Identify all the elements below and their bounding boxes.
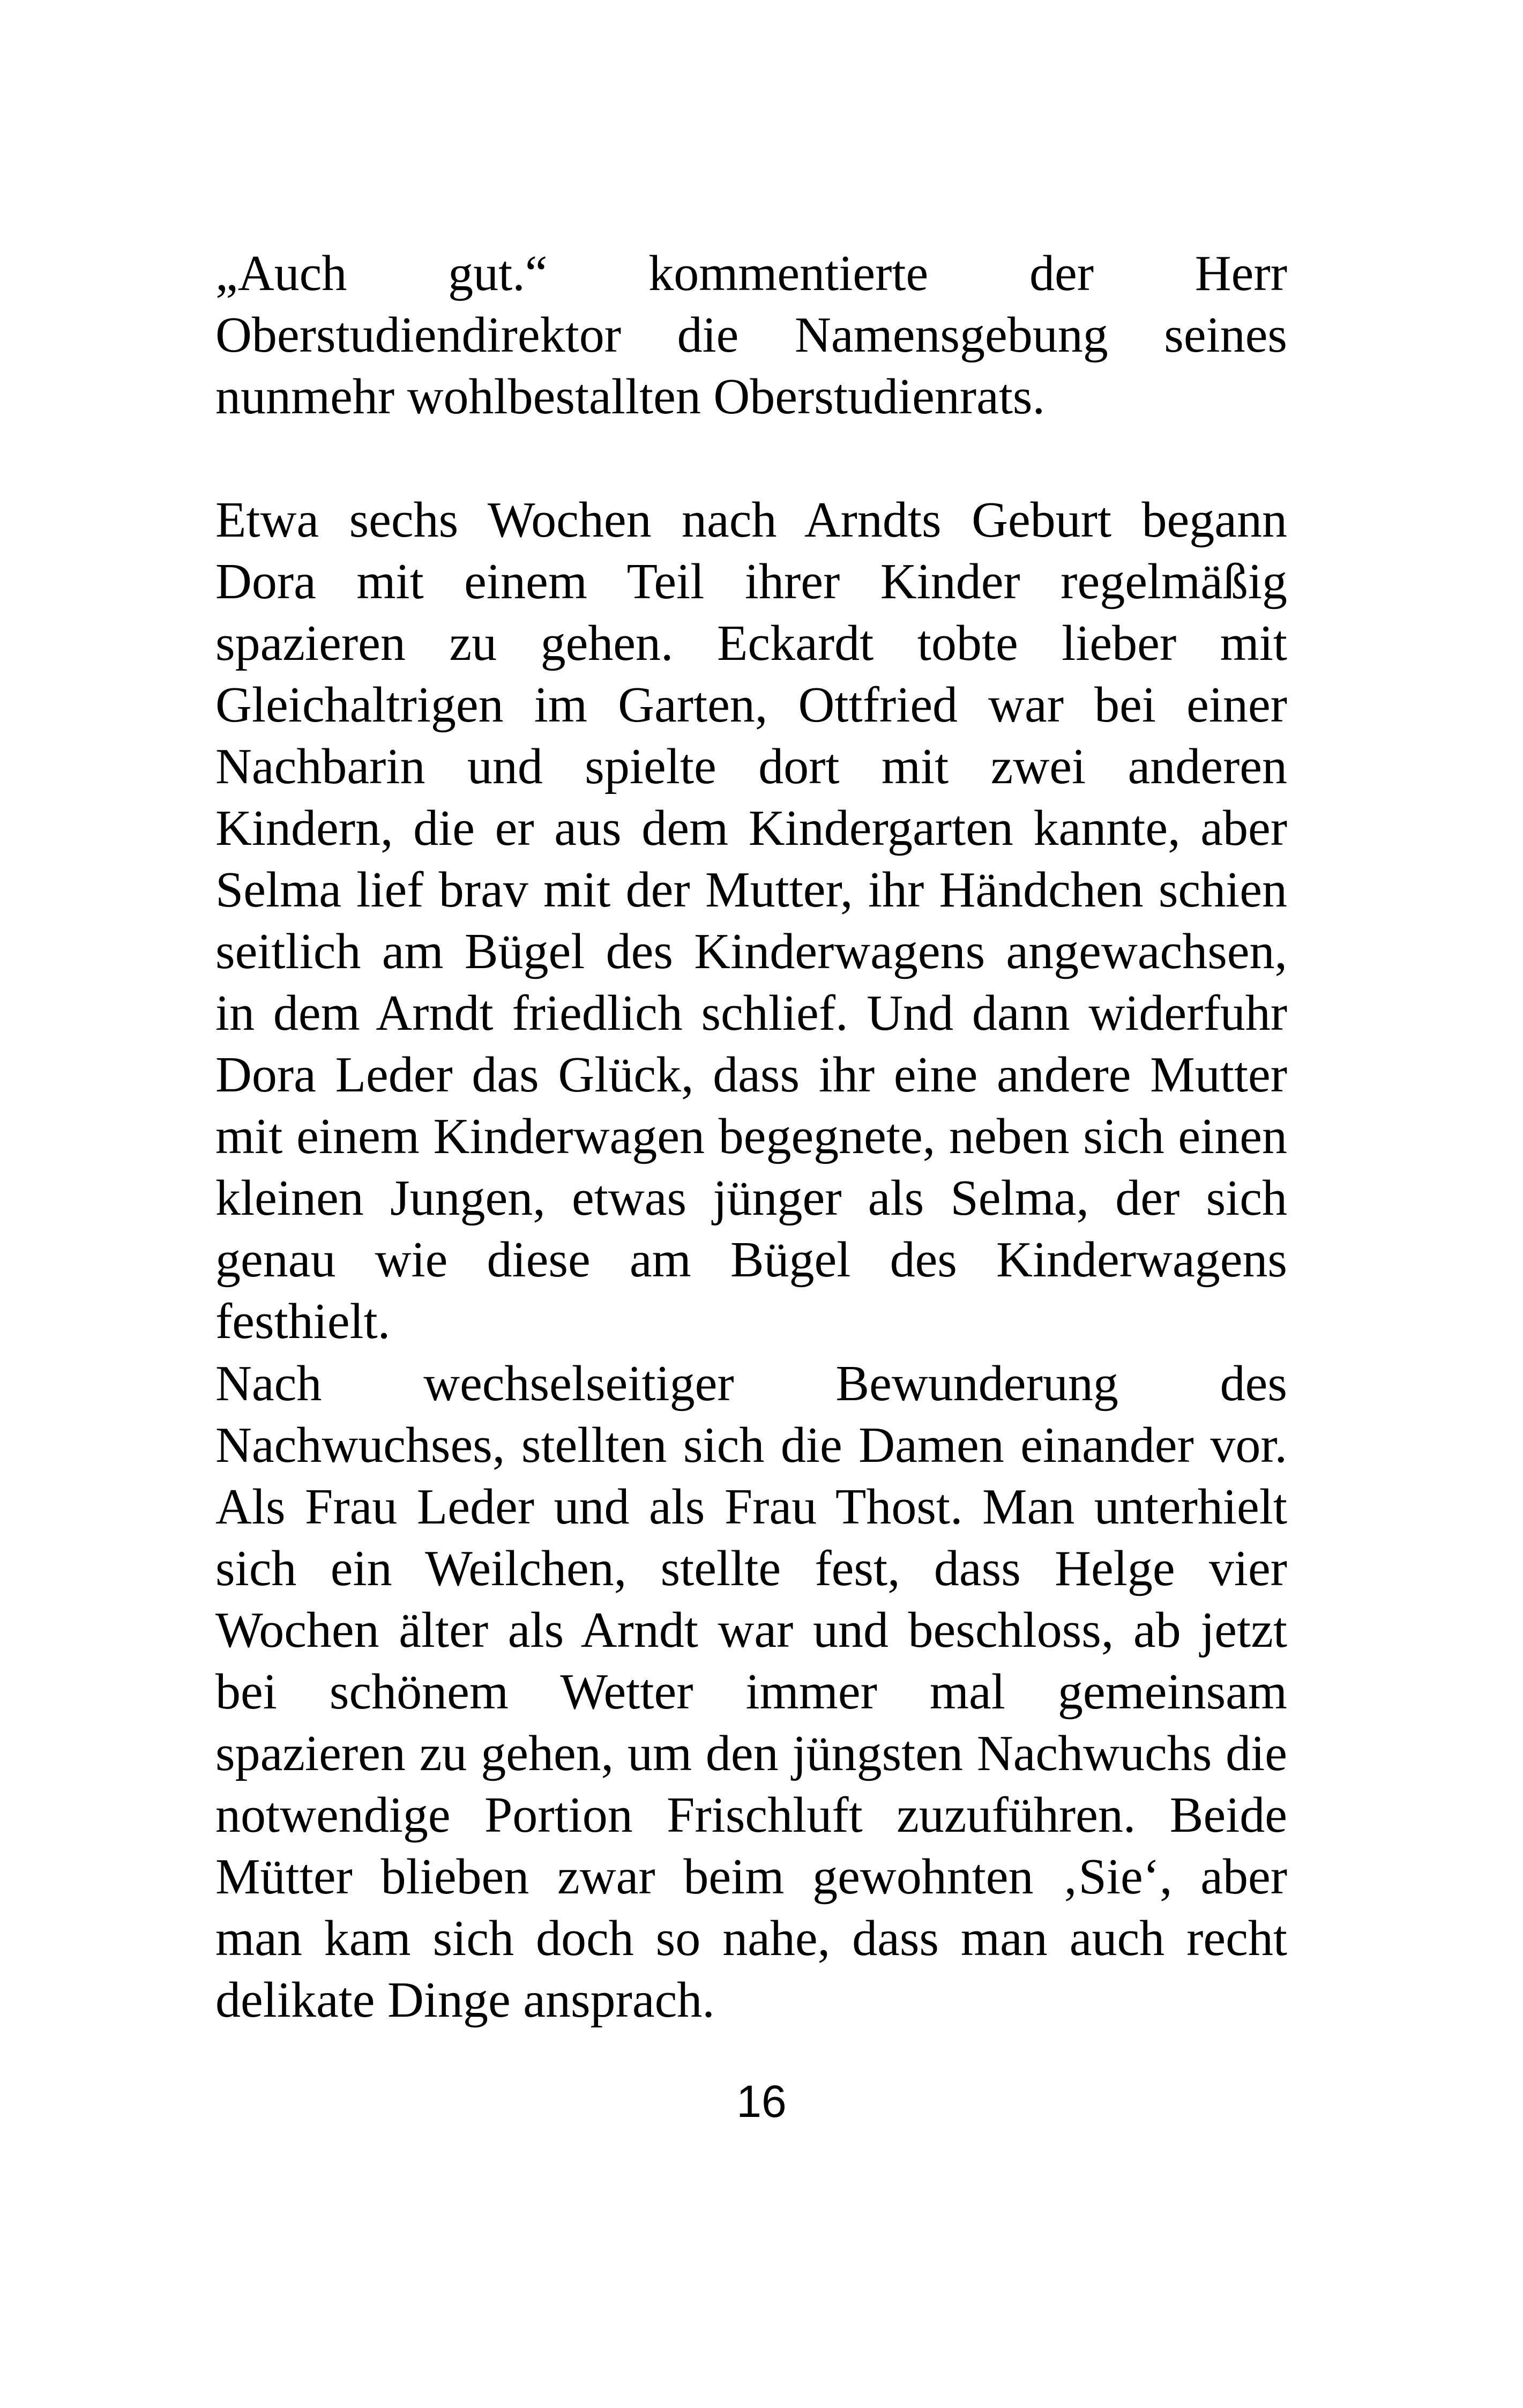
paragraph-3: Nach wechselseitiger Bewunderung des Nachwuchses, stellten sich die Damen einander vor. Als Frau Leder und als Frau Thost. Man unterhielt sich ein Weilchen, stellte fest, dass Helge vier Wochen älter als Arndt war und beschloss, ab jetzt bei schönem Wetter immer mal gemeinsam spazieren zu gehen, um den jüngsten Nachwuchs die notwendige Portion Frischluft zuzuführen. Beide Mütter blieben zwar beim gewohnten ‚Sie‘, aber man kam sich doch so nahe, dass man auch recht delikate Dinge ansprach. bbox=[215, 1356, 1287, 2028]
paragraph-2: Etwa sechs Wochen nach Arndts Geburt begann Dora mit einem Teil ihrer Kinder regelmäßig spazieren zu gehen. Eckardt tobte lieber mit Gleichaltrigen im Garten, Ottfried war bei einer Nachbarin und spielte dort mit zwei anderen Kindern, die er aus dem Kindergarten kannte, aber Selma lief brav mit der Mutter, ihr Händchen schien seitlich am Bügel des Kinderwagens angewachsen, in dem Arndt friedlich schlief. Und dann widerfuhr Dora Leder das Glück, dass ihr eine andere Mutter mit einem Kinderwagen begegnete, neben sich einen kleinen Jungen, etwas jünger als Selma, der sich genau wie diese am Bügel des Kinderwagens festhielt. bbox=[215, 492, 1287, 1349]
page-number: 16 bbox=[736, 2076, 787, 2127]
paragraph-1: „Auch gut.“ kommentierte der Herr Oberstudiendirektor die Namensgebung seines nunmehr wohlbestallten Oberstudienrats. bbox=[215, 246, 1287, 425]
